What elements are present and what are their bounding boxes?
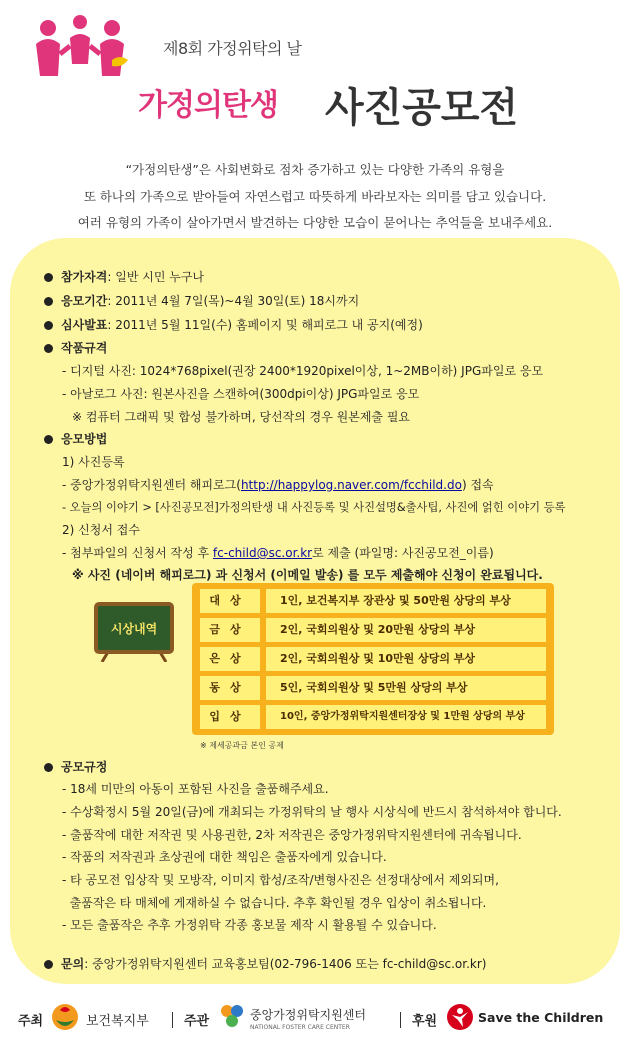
sponsor-label: 후원 <box>412 1014 438 1029</box>
rule-item: - 수상확정시 5월 20일(금)에 개최되는 가정위탁의 날 행사 시상식에 반드시 참석하셔야 합니다. <box>62 805 562 819</box>
spec-note: ※ 컴퓨터 그래픽 및 합성 불가하며, 당선작의 경우 원본제출 필요 <box>72 410 411 424</box>
award-row-bronze: 동상 5인, 국회의원상 및 5만원 상당의 부상 <box>200 676 546 700</box>
method-note: ※ 사진 (네이버 해피로그) 과 신청서 (이메일 발송) 를 모두 제출해야 신청이 완료됩니다. <box>72 568 543 582</box>
bullet-icon <box>44 273 53 282</box>
tax-note: ※ 제세공과금 본인 공제 <box>200 741 284 750</box>
bullet-icon <box>44 435 53 444</box>
bullet-icon <box>44 344 53 353</box>
method-step1: 1) 사진등록 <box>62 455 125 469</box>
happylog-link[interactable]: http://happylog.naver.com/fcchild.do <box>240 478 462 492</box>
event-title: 가정의탄생 <box>138 88 278 123</box>
awards-board-label: 시상내역 <box>110 622 158 636</box>
ministry-logo-icon <box>50 1002 80 1032</box>
bullet-icon <box>44 321 53 330</box>
organizer-org: 중앙가정위탁지원센터 <box>250 1008 366 1022</box>
rule-item: - 모든 출품작은 추후 가정위탁 각종 홍보물 제작 시 활용될 수 있습니다. <box>62 918 437 932</box>
save-the-children-logo-icon <box>446 1003 474 1031</box>
eligibility-row: 참가자격: 일반 시민 누구나 <box>44 268 204 285</box>
host-org: 보건복지부 <box>86 1014 149 1029</box>
method-heading: 응모방법 <box>44 430 107 447</box>
period-row: 응모기간: 2011년 4월 7일(목)~4월 30일(토) 18시까지 <box>44 292 359 309</box>
rules-heading: 공모규정 <box>44 758 107 775</box>
intro-line-3: 여러 유형의 가족이 살아가면서 발견하는 다양한 모습이 묻어나는 추억들을 보내주세요. <box>77 215 553 230</box>
spec-analog: - 아날로그 사진: 원본사진을 스캔하여(300dpi이상) JPG파일로 응모 <box>62 387 420 401</box>
award-row-merit: 입상 10인, 중앙가정위탁지원센터장상 및 1만원 상당의 부상 <box>200 705 546 729</box>
rule-item: - 타 공모전 입상작 및 모방작, 이미지 합성/조작/변형사진은 선정대상에서 제외되며, <box>62 873 499 887</box>
footer-divider <box>400 1012 401 1028</box>
award-row-gold: 금상 2인, 국회의원상 및 20만원 상당의 부상 <box>200 618 546 642</box>
method-story: - 오늘의 이야기 > [사진공모전]가정의탄생 내 사진등록 및 사진설명&출사팁, 사진에 얽힌 이야기 등록 <box>62 501 566 514</box>
intro-line-2: 또 하나의 가족으로 받아들여 자연스럽고 따뜻하게 바라보자는 의미를 담고 있습니다. <box>83 189 547 204</box>
event-subtitle: 제8회 가정위탁의 날 <box>163 39 302 58</box>
organizer-sub: NATIONAL FOSTER CARE CENTER <box>250 1024 350 1031</box>
announce-row: 심사발표: 2011년 5월 11일(수) 홈페이지 및 해피로그 내 공지(예정) <box>44 316 423 333</box>
method-site: - 중앙가정위탁지원센터 해피로그(http://happylog.naver.com/fcchild.do) 접속 <box>62 478 494 492</box>
organizer-label: 주관 <box>184 1014 210 1029</box>
contact-row: 문의: 중앙가정위탁지원센터 교육홍보팀(02-796-1406 또는 fc-child@sc.or.kr) <box>44 955 486 972</box>
rule-item: 출품작은 타 매체에 게재하실 수 없습니다. 추후 확인될 경우 입상이 취소됩니다. <box>62 896 487 910</box>
family-logo-icon <box>30 14 130 84</box>
method-form: - 첨부파일의 신청서 작성 후 fc-child@sc.or.kr로 제출 (파일명: 사진공모전_이름) <box>62 546 494 560</box>
award-row-grand: 대상 1인, 보건복지부 장관상 및 50만원 상당의 부상 <box>200 589 546 613</box>
bullet-icon <box>44 960 53 969</box>
spec-heading: 작품규격 <box>44 339 107 356</box>
bullet-icon <box>44 763 53 772</box>
method-step2: 2) 신청서 접수 <box>62 523 140 537</box>
intro-line-1: “가정의탄생”은 사회변화로 점차 증가하고 있는 다양한 가족의 유형을 <box>125 162 505 177</box>
spec-digital: - 디지털 사진: 1024*768pixel(권장 2400*1920pixel이상, 1~2MB이하) JPG파일로 응모 <box>62 364 544 378</box>
footer-divider <box>172 1012 173 1028</box>
page-title: 사진공모전 <box>325 85 519 131</box>
sponsor-org: Save the Children <box>478 1010 604 1025</box>
foster-care-logo-icon <box>218 1002 246 1030</box>
bullet-icon <box>44 297 53 306</box>
rule-item: - 작품의 저작권과 초상권에 대한 책임은 출품자에게 있습니다. <box>62 850 387 864</box>
award-row-silver: 은상 2인, 국회의원상 및 10만원 상당의 부상 <box>200 647 546 671</box>
host-label: 주최 <box>18 1014 44 1029</box>
rule-item: - 출품작에 대한 저작권 및 사용권한, 2차 저작권은 중앙가정위탁지원센터에 귀속됩니다. <box>62 828 522 842</box>
rule-item: - 18세 미만의 아동이 포함된 사진을 출품해주세요. <box>62 782 329 796</box>
email-link[interactable]: fc-child@sc.or.kr <box>212 546 313 560</box>
